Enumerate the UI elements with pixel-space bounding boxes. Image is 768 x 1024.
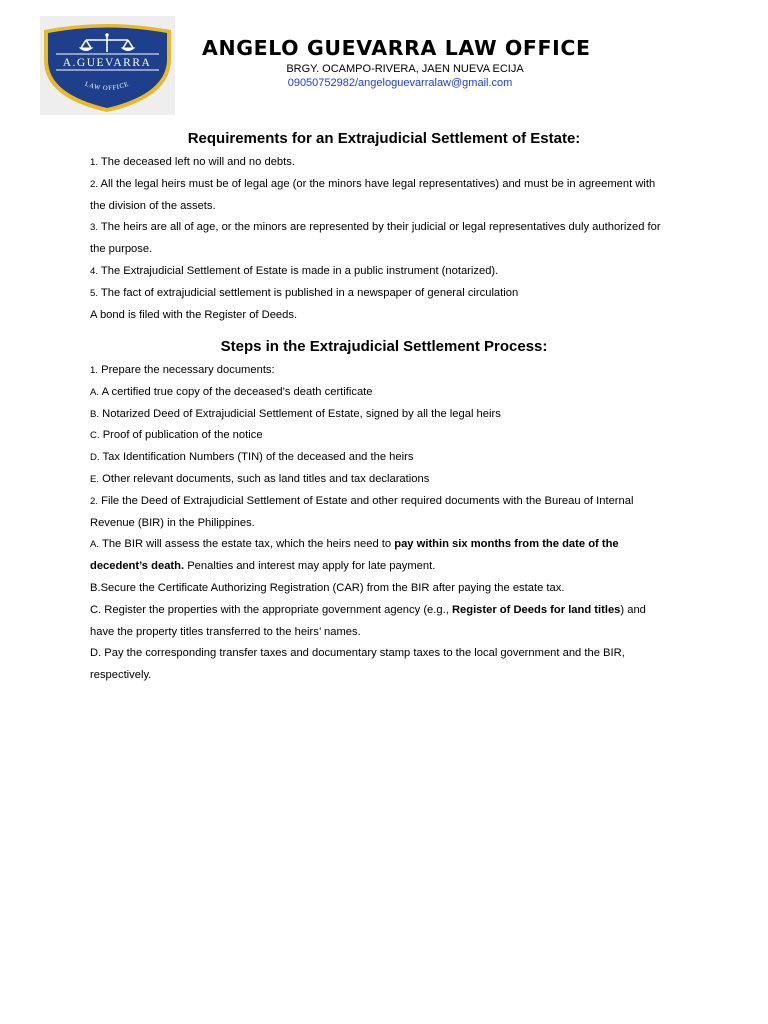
substep-item: D. Pay the corresponding transfer taxes and documentary stamp taxes to the local government and the BIR, respectively. [90,647,625,682]
list-item: A bond is filed with the Register of Deeds. [90,308,298,321]
substep-item: B.Secure the Certificate Authorizing Registration (CAR) from the BIR after paying the estate tax. [90,581,565,594]
document-item: D. Tax Identification Numbers (TIN) of the deceased and the heirs [90,451,414,464]
office-name: ANGELO GUEVARRA LAW OFFICE [202,36,591,60]
office-address: BRGY. OCAMPO-RIVERA, JAEN NUEVA ECIJA [286,63,524,75]
logo-text: A.GUEVARRA [62,57,152,69]
list-item: 5. The fact of extrajudicial settlement is published in a newspaper of general circulation [90,286,519,299]
document-item: E. Other relevant documents, such as land titles and tax declarations [90,472,430,485]
steps-heading: Steps in the Extrajudicial Settlement Process: [220,338,548,355]
document-item: C. Proof of publication of the notice [90,429,263,442]
requirements-list [90,152,665,326]
logo-subtext: LAW OFFICE [83,80,131,93]
list-item: 2. All the legal heirs must be of legal age (or the minors have legal representatives) and must be in agreement with the division of the assets. [90,177,656,212]
document-item: B. Notarized Deed of Extrajudicial Settlement of Estate, signed by all the legal heirs [90,407,501,420]
step-item: 2. File the Deed of Extrajudicial Settlement of Estate and other required documents with the Bureau of Internal Revenue (BIR) in the Philippines. [90,494,634,529]
list-item: 3. The heirs are all of age, or the minors are represented by their judicial or legal representatives duly authorized for the purpose. [90,221,661,256]
substep-item: A. The BIR will assess the estate tax, which the heirs need to pay within six months from the date of the decedent’s death. Penalties and interest may apply for late payment. [90,538,619,573]
office-contact[interactable]: 09050752982/angeloguevarralaw@gmail.com [287,77,513,89]
law-office-logo [40,16,175,115]
substep-item: C. Register the properties with the appropriate government agency (e.g., Register of Deeds for land titles) and have the property titles transferred to the heirs’ names. [90,603,646,638]
document-item: A. A certified true copy of the deceased’s death certificate [90,385,373,398]
list-item: 4. The Extrajudicial Settlement of Estate is made in a public instrument (notarized). [90,264,499,277]
steps-list [90,360,665,687]
list-item: 1. The deceased left no will and no debts. [90,156,295,168]
step-item: 1. Prepare the necessary documents: [90,364,275,376]
requirements-heading: Requirements for an Extrajudicial Settlement of Estate: [187,130,581,147]
